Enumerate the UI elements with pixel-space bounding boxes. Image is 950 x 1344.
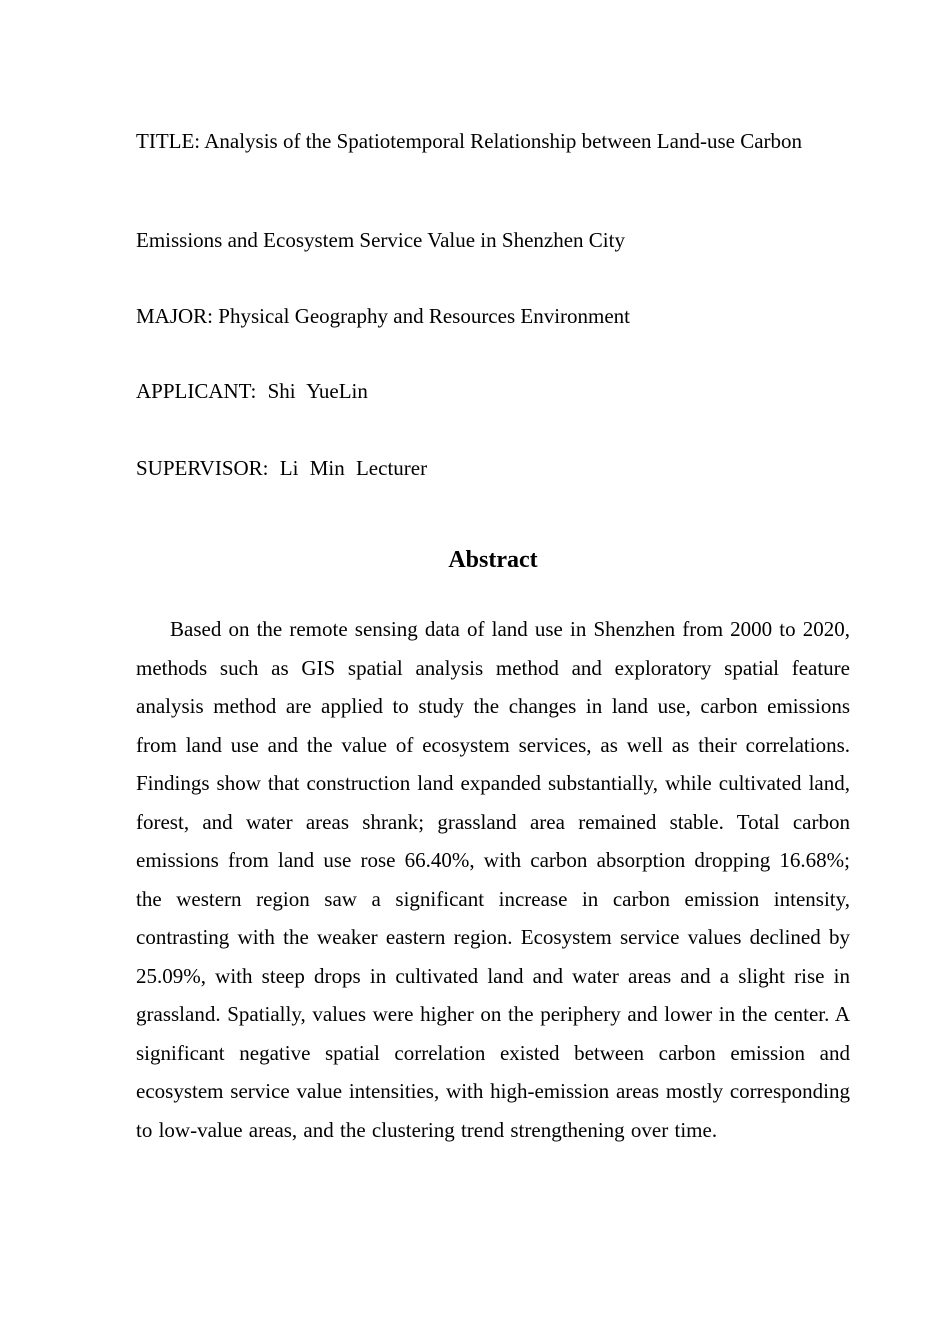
supervisor-rank: Lecturer [355,456,428,480]
title-line-2: Emissions and Ecosystem Service Value in Shenzhen City [136,228,625,252]
applicant-given-name: Shi [267,379,296,403]
major-line [136,303,630,329]
supervisor-line [136,455,427,481]
major-label: MAJOR: [136,304,214,328]
abstract-body: Based on the remote sensing data of land use in Shenzhen from 2000 to 2020, methods such as GIS spatial analysis method and exploratory spatial feature analysis method are applied to study the changes in land use, carbon emissions from land use and the value of ecosystem services, as well as their correlations. Findings show that construction land expanded substantially, while cultivated land, forest, and water areas shrank; grassland area remained stable. Total carbon emissions from land use rose 66.40%, with carbon absorption dropping 16.68%; the western region saw a significant increase in carbon emission intensity, contrasting with the weaker eastern region. Ecosystem service values declined by 25.09%, with steep drops in cultivated land and water areas and a slight rise in grassland. Spatially, values were higher on the periphery and lower in the center. A significant negative spatial correlation existed between carbon emission and ecosystem service value intensities, with high-emission areas mostly corresponding to low-value areas, and the clustering trend strengthening over time. [136,617,850,1142]
major-value: Physical Geography and Resources Environment [218,304,631,328]
applicant-family-name: YueLin [306,379,368,403]
abstract-heading: Abstract [448,547,538,573]
applicant-label: APPLICANT: [136,379,257,403]
supervisor-label: SUPERVISOR: [136,456,269,480]
title-line-1: TITLE: Analysis of the Spatiotemporal Relationship between Land-use Carbon [136,129,803,153]
supervisor-given-name: Li [279,456,299,480]
applicant-line [136,378,368,404]
supervisor-family-name: Min [309,456,345,480]
